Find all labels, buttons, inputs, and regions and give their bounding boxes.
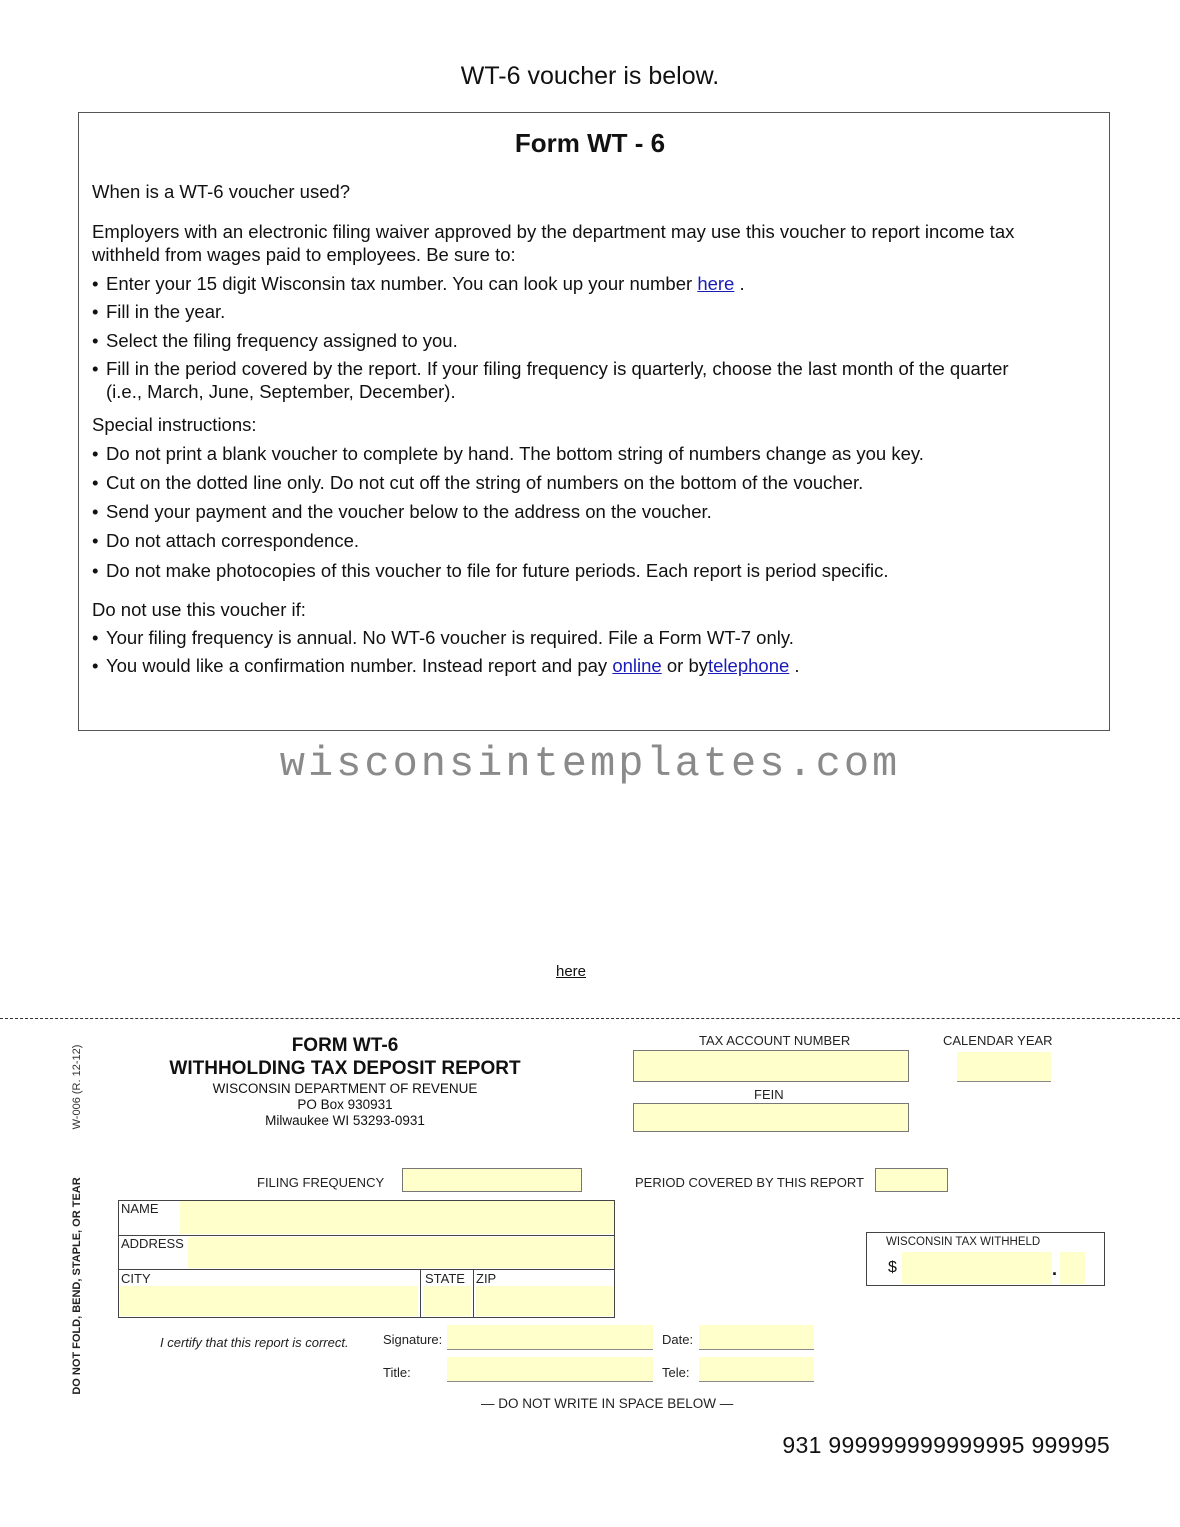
form-code: W-006 (R. 12-12) <box>71 1044 83 1130</box>
divider <box>118 1269 615 1270</box>
bullet-tax-number-text: Enter your 15 digit Wisconsin tax number. You can look up your number <box>106 273 693 294</box>
bullet-frequency-text: Select the filing frequency assigned to you. <box>106 330 458 351</box>
here-link[interactable]: here <box>697 273 735 294</box>
dont-use-item-text: Your filing frequency is annual. No WT-6 voucher is required. File a Form WT-7 only. <box>106 627 794 648</box>
tax-account-field[interactable] <box>633 1050 909 1082</box>
bullet-dot: • <box>92 530 99 551</box>
name-label: NAME <box>121 1201 159 1216</box>
tax-withheld-dollars-field[interactable] <box>902 1252 1052 1284</box>
bullet-dot: • <box>92 560 99 581</box>
instructions-title: Form WT - 6 <box>514 128 666 158</box>
bullet-dot: • <box>92 627 99 648</box>
do-not-fold-warning: DO NOT FOLD, BEND, STAPLE, OR TEAR <box>71 1177 83 1395</box>
dollar-sign: $ <box>888 1259 897 1276</box>
intro-line-1: Employers with an electronic filing waiver approved by the department may use this voucher to report income tax <box>92 221 1015 242</box>
period-mark: . <box>794 655 800 676</box>
signature-field[interactable] <box>447 1325 653 1350</box>
tax-withheld-label: WISCONSIN TAX WITHHELD <box>886 1236 1041 1248</box>
dont-use-item <box>92 626 1082 649</box>
intro-line-2: withheld from wages paid to employees. Be sure to: <box>92 244 516 265</box>
when-heading: When is a WT-6 voucher used? <box>92 181 351 202</box>
bullet-year-text: Fill in the year. <box>106 301 226 322</box>
period-label: PERIOD COVERED BY THIS REPORT <box>635 1175 864 1190</box>
date-field[interactable] <box>699 1325 814 1350</box>
bullet-year <box>92 300 1082 323</box>
tax-withheld-cents-field[interactable] <box>1060 1252 1085 1284</box>
filing-frequency-select[interactable] <box>402 1168 582 1192</box>
bullet-dot: • <box>92 655 99 676</box>
do-not-write-notice: — DO NOT WRITE IN SPACE BELOW — <box>481 1396 734 1411</box>
divider <box>118 1235 615 1236</box>
city-field[interactable] <box>120 1286 418 1316</box>
certify-text: I certify that this report is correct. <box>160 1335 349 1350</box>
tele-field[interactable] <box>699 1357 814 1382</box>
watermark: wisconsintemplates.com <box>279 740 901 788</box>
bullet-dot: • <box>92 472 99 493</box>
bullet-dot: • <box>92 273 99 294</box>
title-field[interactable] <box>447 1357 653 1382</box>
special-item-text: Send your payment and the voucher below to the address on the voucher. <box>106 501 712 522</box>
special-item-text: Do not make photocopies of this voucher to file for future periods. Each report is period specific. <box>106 560 889 581</box>
fein-field[interactable] <box>633 1103 909 1132</box>
special-item <box>92 529 1082 552</box>
tax-account-label: TAX ACCOUNT NUMBER <box>699 1033 851 1048</box>
divider <box>473 1269 474 1318</box>
zip-field[interactable] <box>476 1286 613 1316</box>
po-box: PO Box 930931 <box>297 1097 393 1112</box>
period-mark: . <box>739 273 745 294</box>
city-label: CITY <box>121 1271 151 1286</box>
top-note: WT-6 voucher is below. <box>460 62 720 90</box>
bullet-dot: • <box>92 358 99 379</box>
special-item-text: Do not print a blank voucher to complete by hand. The bottom string of numbers change as you key. <box>106 443 924 464</box>
special-heading: Special instructions: <box>92 414 257 435</box>
state-field[interactable] <box>423 1286 471 1316</box>
here-link-standalone[interactable]: here <box>556 963 587 980</box>
divider <box>420 1269 421 1318</box>
form-title: WITHHOLDING TAX DEPOSIT REPORT <box>169 1058 521 1079</box>
dont-use-item-text: You would like a confirmation number. Instead report and pay <box>106 655 608 676</box>
signature-label: Signature: <box>383 1332 443 1347</box>
address-label: ADDRESS <box>121 1236 184 1251</box>
bullet-tax-number <box>92 272 1082 295</box>
fein-label: FEIN <box>754 1087 784 1102</box>
state-label: STATE <box>425 1271 465 1286</box>
bullet-dot: • <box>92 501 99 522</box>
bullet-period-line-1: Fill in the period covered by the report. If your filing frequency is quarterly, choose the last month of the quarter <box>106 358 1009 379</box>
calendar-year-label: CALENDAR YEAR <box>943 1033 1053 1048</box>
online-link[interactable]: online <box>612 655 662 676</box>
period-select[interactable] <box>875 1168 948 1192</box>
zip-label: ZIP <box>476 1271 497 1286</box>
special-item-text: Do not attach correspondence. <box>106 530 359 551</box>
special-item <box>92 471 1082 494</box>
or-by-text: or by <box>666 655 708 676</box>
name-field[interactable] <box>180 1201 614 1234</box>
special-item <box>92 559 1082 582</box>
bullet-dot: • <box>92 443 99 464</box>
cut-line <box>0 1018 1180 1019</box>
bullet-period-line-2: (i.e., March, June, September, December). <box>106 381 456 402</box>
tele-label: Tele: <box>662 1365 690 1380</box>
form-name: FORM WT-6 <box>291 1035 399 1056</box>
title-label: Title: <box>383 1365 411 1380</box>
special-item-text: Cut on the dotted line only. Do not cut off the string of numbers on the bottom of the voucher. <box>106 472 864 493</box>
department: WISCONSIN DEPARTMENT OF REVENUE <box>212 1081 478 1096</box>
bullet-dot: • <box>92 301 99 322</box>
city-line: Milwaukee WI 53293-0931 <box>265 1113 425 1128</box>
bullet-dot: • <box>92 330 99 351</box>
special-item <box>92 442 1082 465</box>
filing-frequency-label: FILING FREQUENCY <box>257 1175 385 1190</box>
bullet-frequency <box>92 329 1082 352</box>
decimal-point: . <box>1052 1259 1058 1279</box>
special-item <box>92 500 1082 523</box>
date-label: Date: <box>662 1332 694 1347</box>
scan-line-numbers: 931 999999999999995 999995 <box>782 1432 1110 1458</box>
dont-use-item <box>92 654 1082 677</box>
calendar-year-field[interactable] <box>957 1052 1051 1082</box>
address-field[interactable] <box>188 1237 614 1268</box>
dont-use-heading: Do not use this voucher if: <box>92 599 306 620</box>
telephone-link[interactable]: telephone <box>708 655 790 676</box>
bullet-period <box>92 357 1082 403</box>
